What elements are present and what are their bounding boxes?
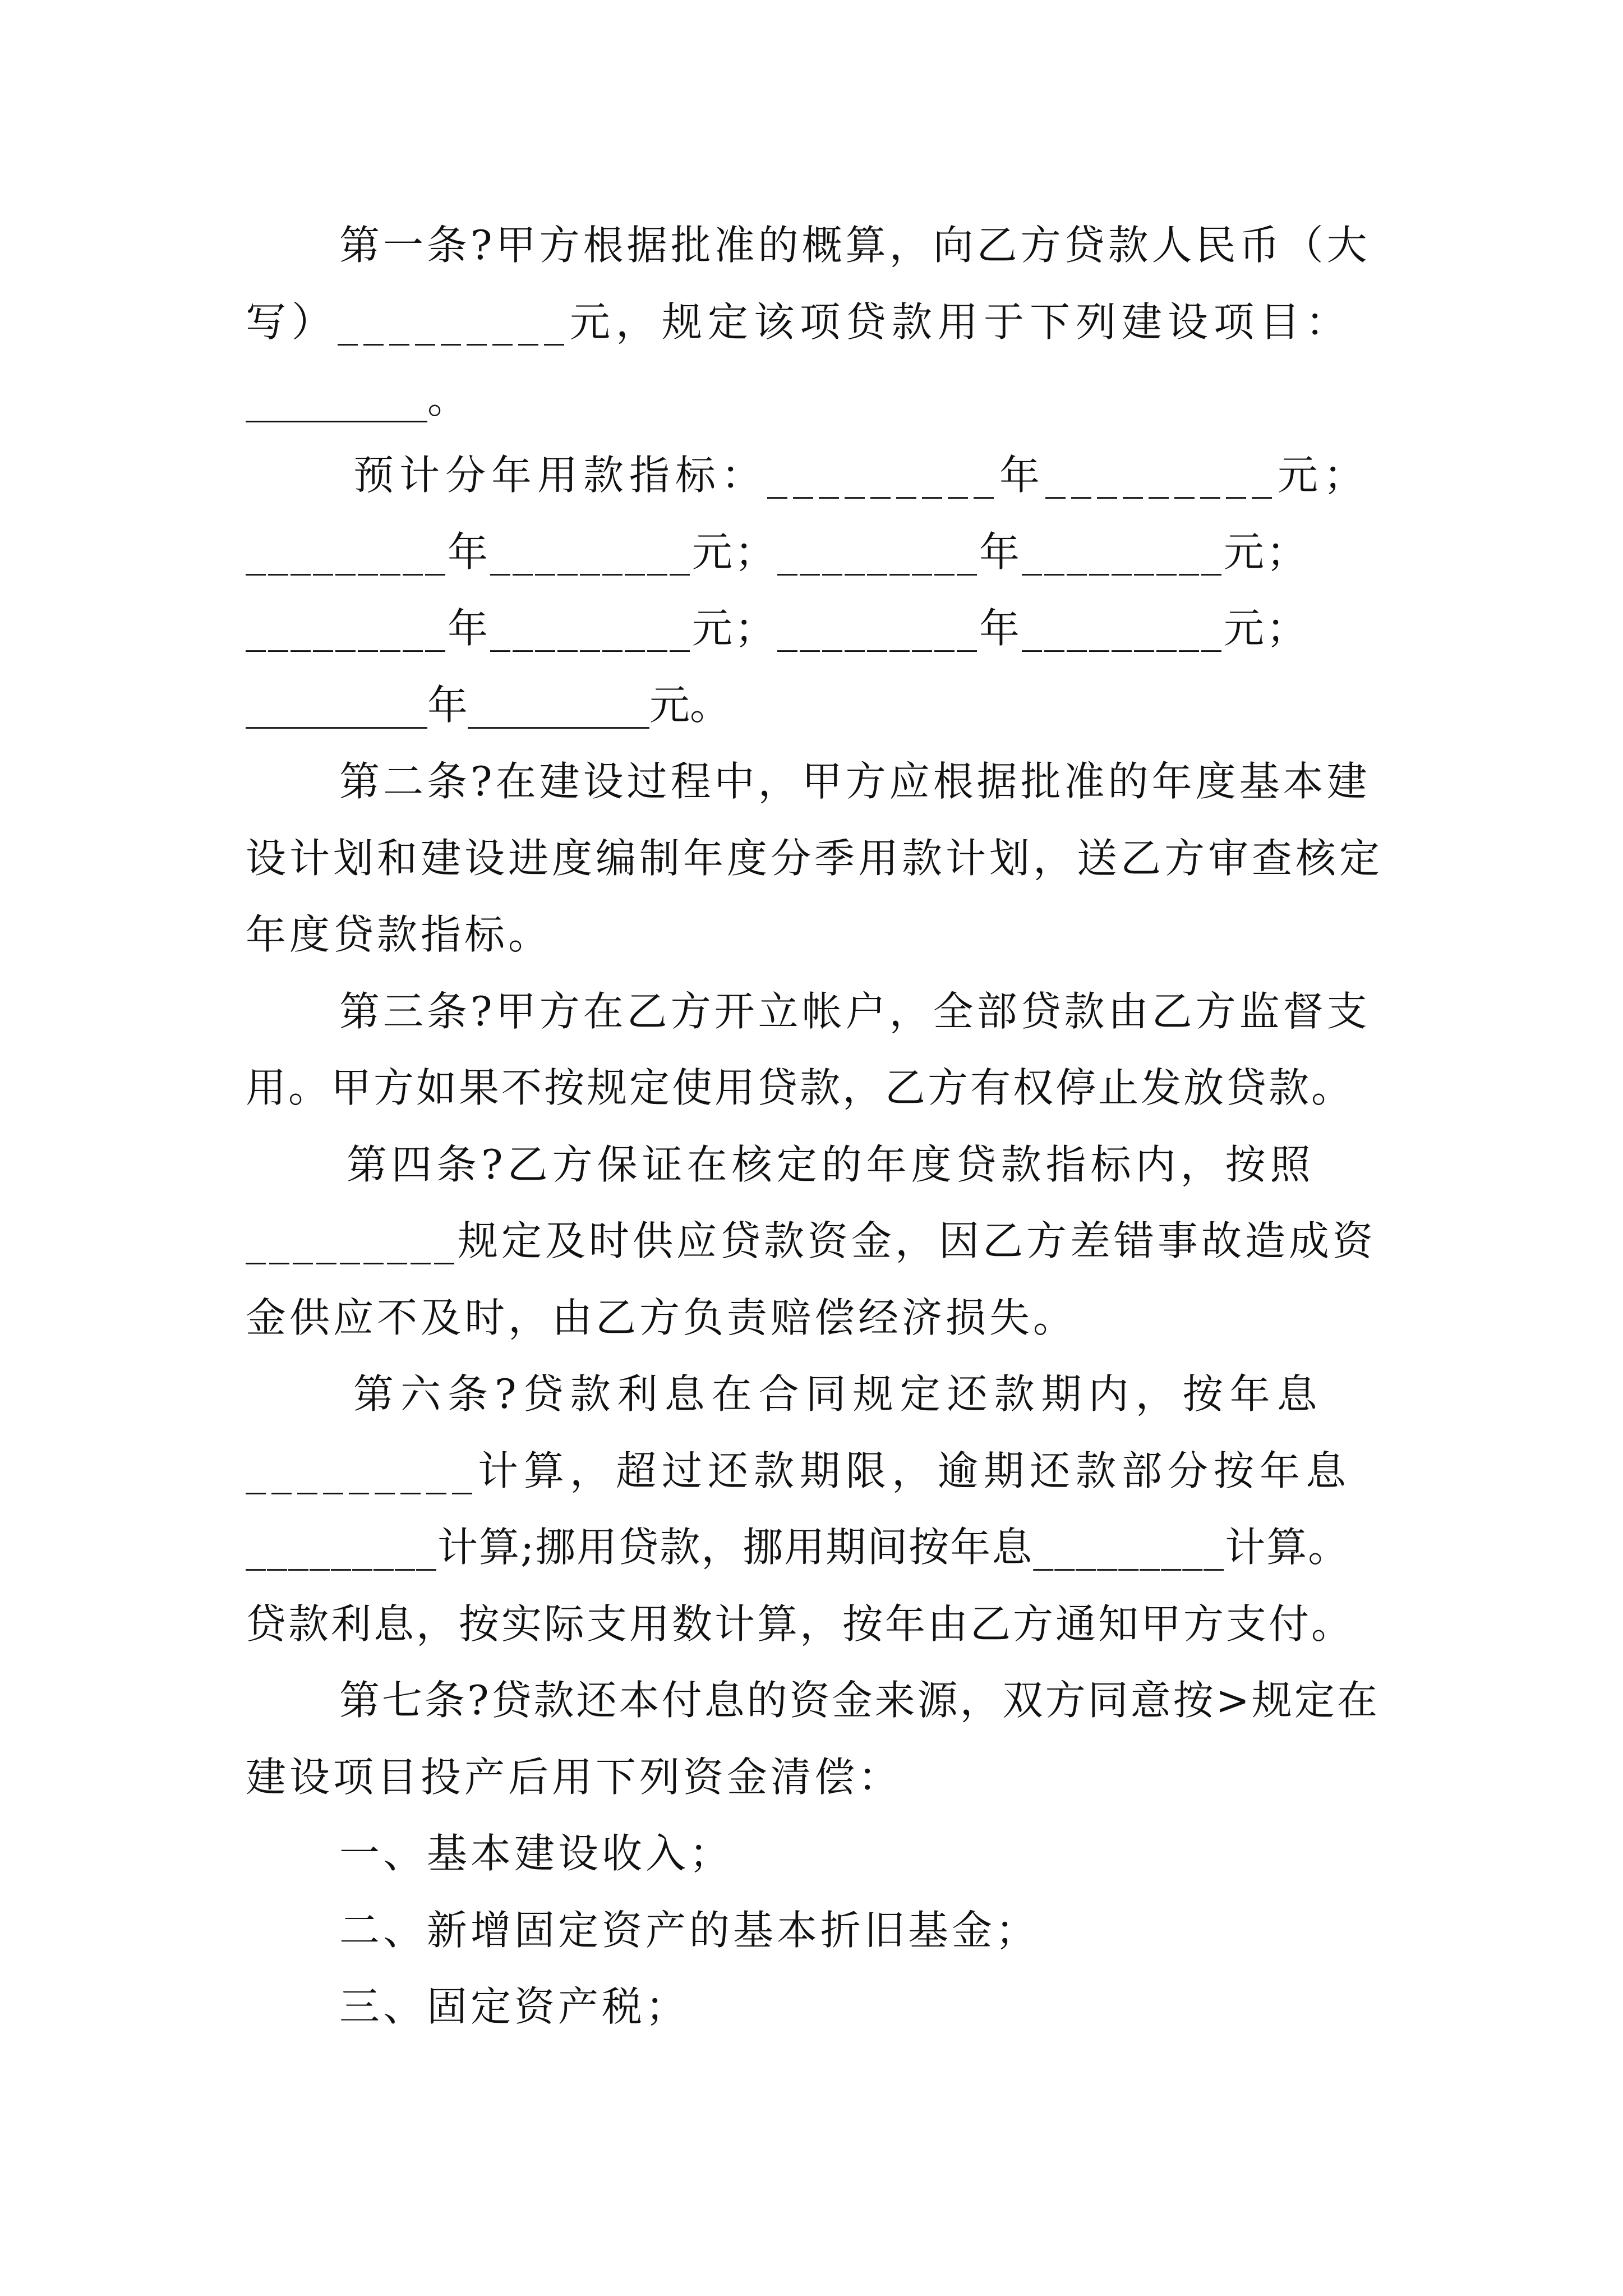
list-item-1: 一、基本建设收入；	[339, 1830, 734, 1877]
article-3-line-1: 第三条?甲方在乙方开立帐户，全部贷款由乙方监督支	[339, 988, 1371, 1035]
article-2-line-1: 第二条?在建设过程中，甲方应根据批准的年度基本建	[339, 758, 1371, 805]
list-item-2: 二、新增固定资产的基本折旧基金；	[339, 1907, 1040, 1954]
list-item-3: 三、固定资产税；	[339, 1983, 690, 2030]
article-4-line-1: 第四条?乙方保证在核定的年度贷款指标内，按照	[347, 1141, 1315, 1188]
annual-quota-line-1: 预计分年用款指标：_________年_________元；	[353, 452, 1370, 499]
article-4-line-3: 金供应不及时，由乙方负责赔偿经济损失。	[246, 1294, 1077, 1341]
article-1-line-1: 第一条?甲方根据批准的概算，向乙方贷款人民币（大	[339, 222, 1371, 269]
annual-quota-line-4: _________年_________元。	[246, 682, 731, 729]
article-6-line-2: _________计算，超过还款期限，逾期还款部分按年息	[246, 1447, 1352, 1494]
article-6-line-4: 贷款利息，按实际支用数计算，按年由乙方通知甲方支付。	[246, 1600, 1354, 1648]
article-2-line-2: 设计划和建设进度编制年度分季用款计划，送乙方审查核定	[246, 835, 1384, 882]
article-1-line-3: _________。	[246, 375, 468, 422]
annual-quota-line-3: _________年_________元；_________年_________元；	[246, 605, 1309, 652]
article-4-line-2: _________规定及时供应贷款资金，因乙方差错事故造成资	[246, 1217, 1377, 1264]
article-6-line-3: _________计算;挪用贷款，挪用期间按年息_________计算。	[246, 1524, 1350, 1571]
article-3-line-2: 用。甲方如果不按规定使用贷款，乙方有权停止发放贷款。	[246, 1064, 1354, 1111]
article-2-line-3: 年度贷款指标。	[246, 911, 552, 958]
article-1-line-2: 写）_________元，规定该项贷款用于下列建设项目：	[246, 298, 1352, 346]
article-7-line-1: 第七条?贷款还本付息的资金来源，双方同意按>规定在	[339, 1677, 1380, 1724]
annual-quota-line-2: _________年_________元；_________年_________元；	[246, 528, 1309, 576]
article-7-line-2: 建设项目投产后用下列资金清偿：	[246, 1754, 902, 1801]
article-6-line-1: 第六条?贷款利息在合同规定还款期内，按年息	[353, 1370, 1324, 1418]
